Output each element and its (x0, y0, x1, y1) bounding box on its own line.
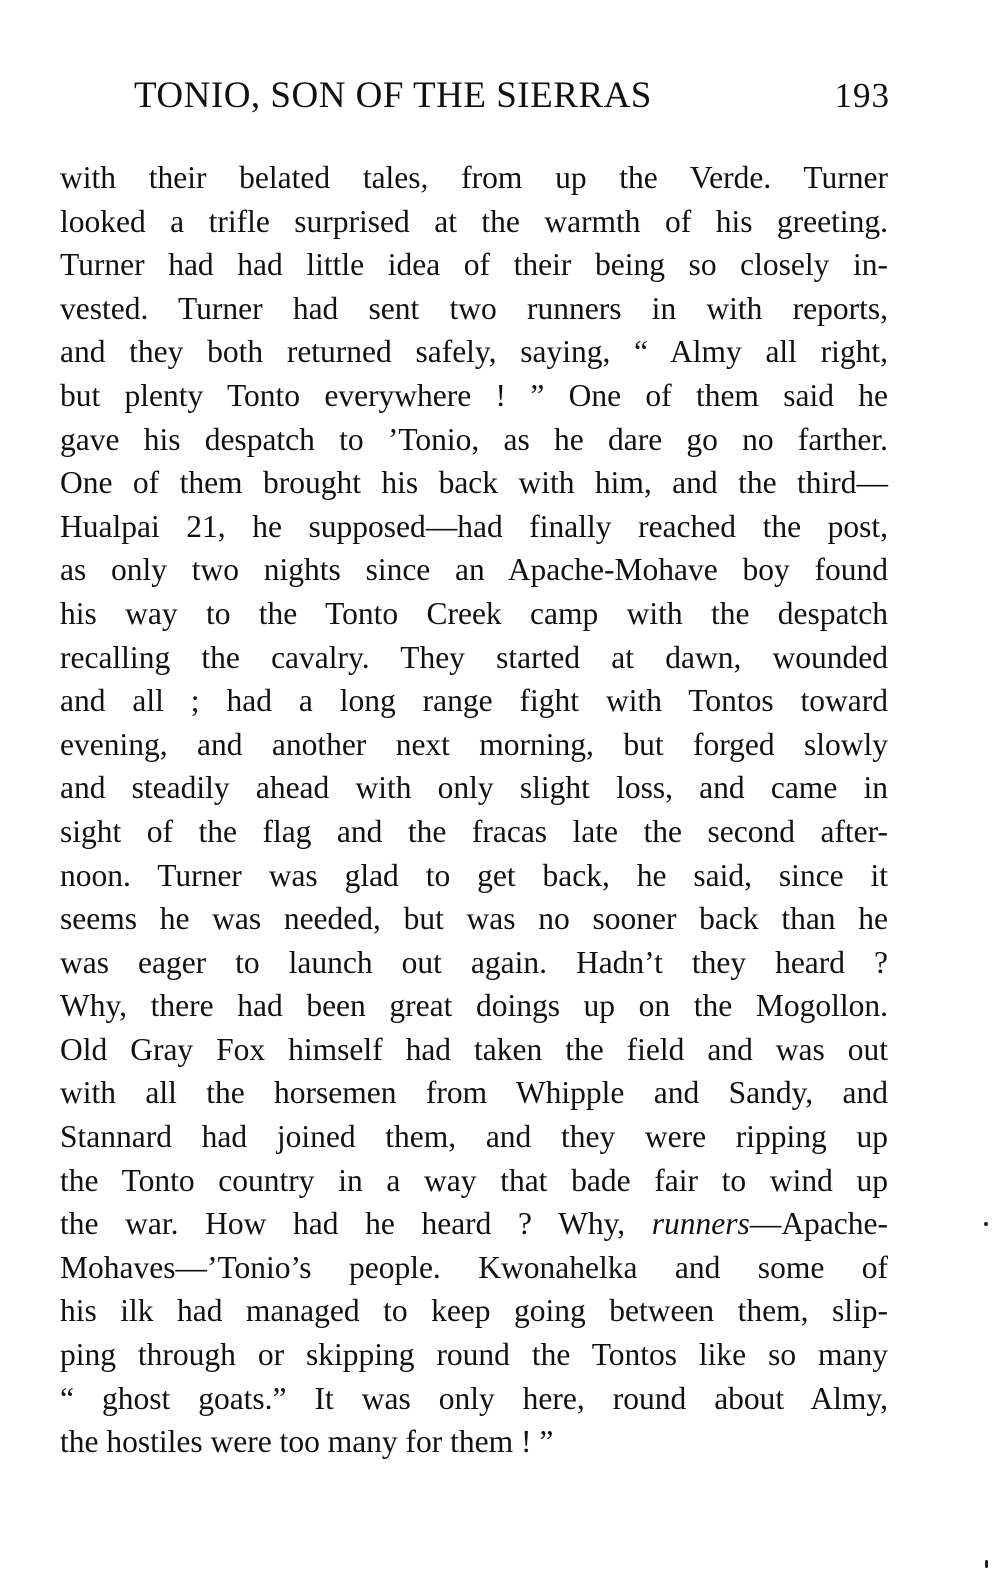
text-line: gave his despatch to ’Tonio, as he dare go no farther. (60, 421, 888, 457)
text-run: the war. How had he heard ? Why, (60, 1206, 652, 1242)
text-line: but plenty Tonto everywhere ! ” One of them said he (60, 377, 888, 413)
text-line: the hostiles were too many for them ! ” (60, 1424, 554, 1460)
text-line: Mohaves—’Tonio’s people. Kwonahelka and some of (60, 1249, 888, 1285)
text-line: noon. Turner was glad to get back, he said, since it (60, 857, 888, 893)
margin-speck (985, 1560, 988, 1568)
text-line: vested. Turner had sent two runners in with reports, (60, 290, 888, 326)
body-text (60, 156, 888, 1464)
text-line: with their belated tales, from up the Verde. Turner (60, 160, 888, 195)
text-line: Turner had had little idea of their being so closely in- (60, 247, 888, 283)
text-line: Hualpai 21, he supposed—had finally reached the post, (60, 508, 888, 544)
text-line: looked a trifle surprised at the warmth of his greeting. (60, 203, 888, 239)
text-line: seems he was needed, but was no sooner back than he (60, 901, 888, 937)
text-line: evening, and another next morning, but forged slowly (60, 726, 888, 762)
italic-word: runners (651, 1206, 750, 1242)
text-line: and steadily ahead with only slight loss, and came in (60, 770, 888, 806)
text-run: —Apache- (749, 1206, 888, 1242)
text-line: his way to the Tonto Creek camp with the despatch (60, 595, 888, 631)
text-line: Why, there had been great doings up on the Mogollon. (60, 988, 888, 1024)
text-line: recalling the cavalry. They started at dawn, wounded (60, 639, 888, 675)
text-line (60, 1202, 888, 1246)
page-number: 193 (834, 76, 890, 115)
margin-speck (984, 1222, 988, 1226)
text-line: sight of the flag and the fracas late the second after- (60, 813, 888, 849)
text-line: the Tonto country in a way that bade fair to wind up (60, 1162, 888, 1198)
text-line: his ilk had managed to keep going between them, slip- (60, 1293, 888, 1329)
text-line: Stannard had joined them, and they were ripping up (60, 1119, 888, 1155)
text-line: with all the horsemen from Whipple and Sandy, and (60, 1075, 888, 1111)
text-line: ping through or skipping round the Tontos like so many (60, 1337, 888, 1373)
text-line: and they both returned safely, saying, “ Almy all right, (60, 334, 888, 370)
running-title: TONIO, SON OF THE SIERRAS (134, 75, 652, 116)
text-line: One of them brought his back with him, and the third— (60, 465, 888, 501)
text-line: and all ; had a long range fight with Tontos toward (60, 683, 888, 719)
text-line: Old Gray Fox himself had taken the field and was out (60, 1031, 888, 1067)
text-line: was eager to launch out again. Hadn’t they heard ? (60, 944, 888, 980)
running-head (134, 68, 894, 124)
text-line: as only two nights since an Apache-Mohave boy found (60, 552, 888, 588)
text-line: “ ghost goats.” It was only here, round about Almy, (60, 1380, 888, 1416)
